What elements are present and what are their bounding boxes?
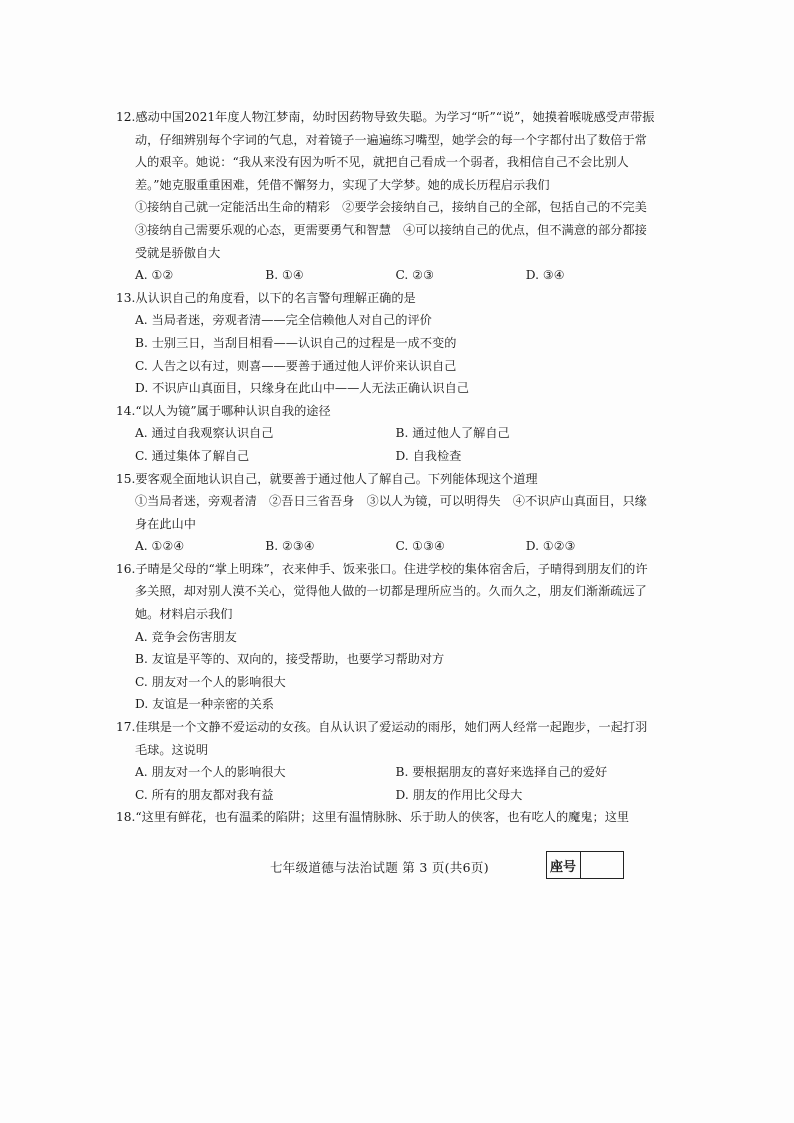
option-d: D. 朋友的作用比父母大: [395, 787, 523, 802]
option-c: C. ①③④: [395, 539, 445, 554]
options-list: [116, 626, 656, 716]
question-15: [116, 468, 656, 558]
seat-number-box: [546, 851, 624, 879]
question-statements: ①接纳自己就一定能活出生命的精彩 ②要学会接纳自己，接纳自己的全部，包括自己的不完美 ③接纳自己需要乐观的心态，更需要勇气和智慧 ④可以接纳自己的优点，但不满意的部分都接受就是骄傲自大: [135, 200, 660, 260]
option-b: B. 友谊是平等的、双向的，接受帮助，也要学习帮助对方: [135, 652, 445, 667]
option-a: A. ①②: [135, 268, 174, 283]
question-stem: 13.从认识自己的角度看，以下的名言警句理解正确的是: [116, 290, 416, 305]
option-a: A. 竞争会伤害朋友: [135, 629, 237, 644]
option-c: C. 所有的朋友都对我有益: [135, 787, 274, 802]
option-c: C. 人告之以有过，则喜——要善于通过他人评价来认识自己: [135, 358, 457, 373]
question-12: [116, 106, 660, 287]
question-statements: ①当局者迷，旁观者清 ②吾日三省吾身 ③以人为镜，可以明得失 ④不识庐山真面目，只缘身在此山中: [135, 494, 647, 531]
option-b: B. 要根据朋友的喜好来选择自己的爱好: [395, 765, 608, 780]
option-b: B. ①④: [265, 268, 304, 283]
option-b: B. ②③④: [265, 539, 315, 554]
options-list: [116, 309, 656, 399]
question-list: [116, 106, 660, 829]
question-stem: 16.子晴是父母的“掌上明珠”，衣来伸手、饭来张口。住进学校的集体宿舍后，子晴得到朋友们的许多关照，却对别人漠不关心，觉得他人做的一切都是理所应当的。久而久之，朋友们渐渐疏远了她。材料启示我们: [116, 561, 648, 622]
option-d: D. 自我检查: [395, 448, 462, 463]
question-stem: 18.“这里有鲜花，也有温柔的陷阱；这里有温情脉脉、乐于助人的侠客，也有吃人的魔鬼；这里: [116, 810, 630, 825]
question-16: [116, 558, 656, 716]
question-stem: 12.感动中国2021年度人物江梦南，幼时因药物导致失聪。为学习“听”“说”，她摸着喉咙感受声带振动，仔细辨别每个字词的气息，对着镜子一遍遍练习嘴型，她学会的每一个字都付出了数倍于常人的艰辛。她说：“我从来没有因为听不见，就把自己看成一个弱者，我相信自己不会比别人差。”她克服重重困难，凭借不懈努力，实现了大学梦。她的成长历程启示我们: [116, 110, 655, 192]
option-c: C. 朋友对一个人的影响很大: [135, 674, 286, 689]
option-b: B. 士别三日，当刮目相看——认识自己的过程是一成不变的: [135, 335, 457, 350]
options-grid: [116, 761, 656, 806]
seat-number-label: 座号: [547, 852, 581, 878]
option-d: D. 不识庐山真面目，只缘身在此山中——人无法正确认识自己: [135, 381, 469, 396]
option-a: A. ①②④: [135, 539, 185, 554]
question-13: [116, 287, 656, 400]
option-c: C. 通过集体了解自己: [135, 448, 250, 463]
option-d: D. ③④: [525, 268, 565, 283]
option-a: A. 朋友对一个人的影响很大: [135, 765, 286, 780]
options-row: [116, 535, 656, 558]
options-row: [116, 264, 656, 287]
option-c: C. ②③: [395, 268, 434, 283]
question-14: [116, 400, 656, 468]
option-a: A. 通过自我观察认识自己: [135, 426, 274, 441]
question-18: [116, 806, 656, 829]
option-a: A. 当局者迷，旁观者清——完全信赖他人对自己的评价: [135, 313, 432, 328]
question-17: [116, 716, 656, 806]
option-d: D. 友谊是一种亲密的关系: [135, 697, 274, 712]
options-grid: [116, 422, 656, 467]
page-footer: 七年级道德与法治试题 第 3 页(共6页): [270, 860, 489, 875]
question-stem: 17.佳琪是一个文静不爱运动的女孩。自从认识了爱运动的雨彤，她们两人经常一起跑步，一起打羽毛球。这说明: [116, 720, 648, 757]
option-d: D. ①②③: [525, 539, 576, 554]
option-b: B. 通过他人了解自己: [395, 426, 510, 441]
question-stem: 15.要客观全面地认识自己，就要善于通过他人了解自己。下列能体现这个道理: [116, 471, 538, 486]
question-stem: 14.“以人为镜”属于哪种认识自我的途径: [116, 403, 331, 418]
